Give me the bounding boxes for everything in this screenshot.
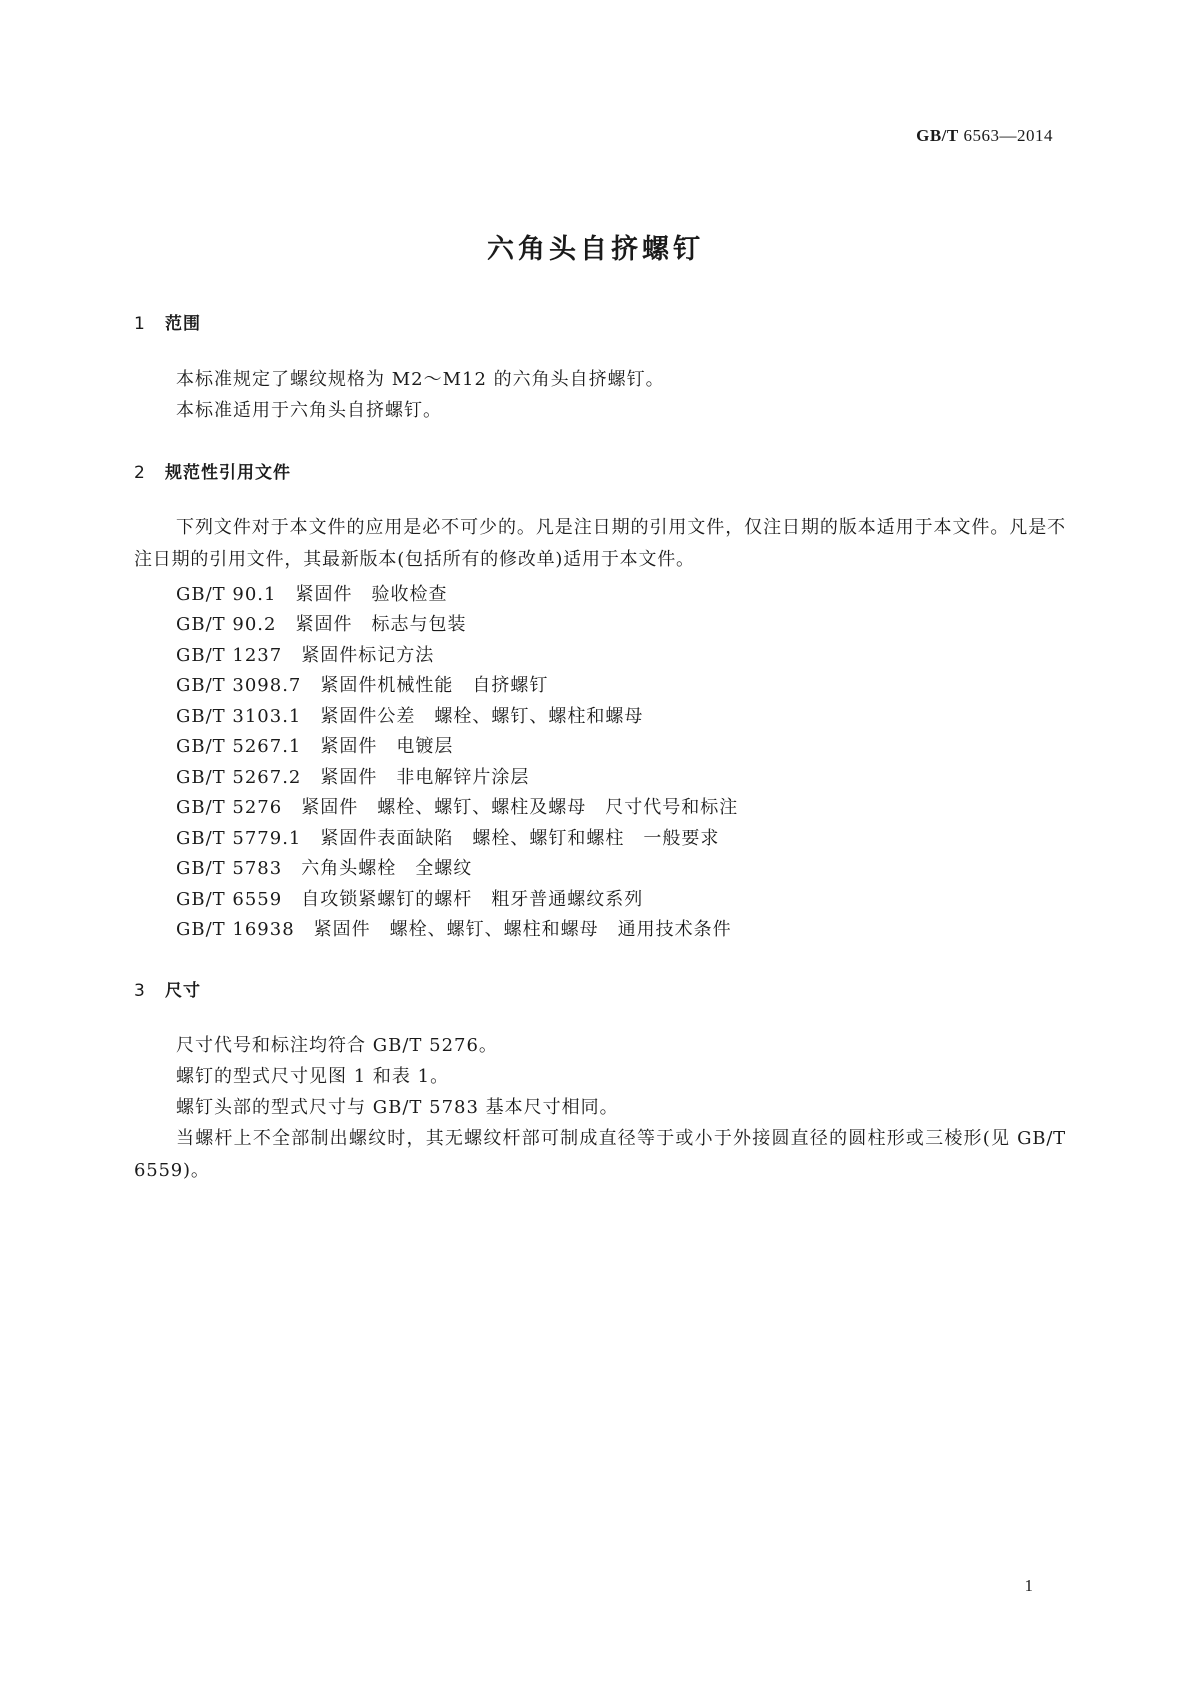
scope-paragraph: 本标准适用于六角头自挤螺钉。: [176, 400, 442, 421]
references-intro: 下列文件对于本文件的应用是必不可少的。凡是注日期的引用文件，仅注日期的版本适用于本文件。凡是不注日期的引用文件，其最新版本(包括所有的修改单)适用于本文件。: [134, 517, 1066, 570]
section-title: 范围: [165, 314, 201, 334]
section-heading-dimensions: [134, 976, 201, 1001]
standard-number: [916, 126, 1053, 146]
dimensions-paragraph: 螺钉头部的型式尺寸与 GB/T 5783 基本尺寸相同。: [176, 1097, 619, 1118]
dimensions-closing-paragraph: 当螺杆上不全部制出螺纹时，其无螺纹杆部可制成直径等于或小于外接圆直径的圆柱形或三棱形(见 GB/T 6559)。: [134, 1128, 1066, 1181]
reference-item: GB/T 90.2 紧固件 标志与包装: [176, 614, 467, 635]
section-heading-normative-references: [134, 458, 291, 483]
scope-paragraph: 本标准规定了螺纹规格为 M2～M12 的六角头自挤螺钉。: [176, 369, 665, 390]
standard-code: 6563—2014: [963, 126, 1053, 145]
standard-prefix: GB/T: [916, 126, 959, 145]
reference-item: GB/T 5267.2 紧固件 非电解锌片涂层: [176, 767, 530, 788]
reference-item: GB/T 5276 紧固件 螺栓、螺钉、螺柱及螺母 尺寸代号和标注: [176, 797, 739, 818]
reference-item: GB/T 3103.1 紧固件公差 螺栓、螺钉、螺柱和螺母: [176, 706, 644, 727]
reference-item: GB/T 5267.1 紧固件 电镀层: [176, 736, 454, 757]
reference-item: GB/T 3098.7 紧固件机械性能 自挤螺钉: [176, 675, 549, 696]
section-number: 3: [134, 981, 146, 1001]
section-heading-scope: [134, 309, 201, 334]
reference-item: GB/T 1237 紧固件标记方法: [176, 645, 435, 666]
section-title: 规范性引用文件: [165, 463, 291, 483]
section-number: 1: [134, 314, 146, 334]
reference-item: GB/T 5779.1 紧固件表面缺陷 螺栓、螺钉和螺柱 一般要求: [176, 828, 720, 849]
reference-item: GB/T 16938 紧固件 螺栓、螺钉、螺柱和螺母 通用技术条件: [176, 919, 732, 940]
reference-item: GB/T 90.1 紧固件 验收检查: [176, 584, 448, 605]
reference-item: GB/T 6559 自攻锁紧螺钉的螺杆 粗牙普通螺纹系列: [176, 889, 644, 910]
section-number: 2: [134, 463, 146, 483]
section-title: 尺寸: [165, 981, 201, 1001]
dimensions-paragraph: 尺寸代号和标注均符合 GB/T 5276。: [176, 1035, 498, 1056]
page-number: 1: [1024, 1576, 1033, 1595]
dimensions-paragraph: 螺钉的型式尺寸见图 1 和表 1。: [176, 1066, 450, 1087]
document-title: 六角头自挤螺钉: [487, 234, 704, 265]
reference-item: GB/T 5783 六角头螺栓 全螺纹: [176, 858, 473, 879]
